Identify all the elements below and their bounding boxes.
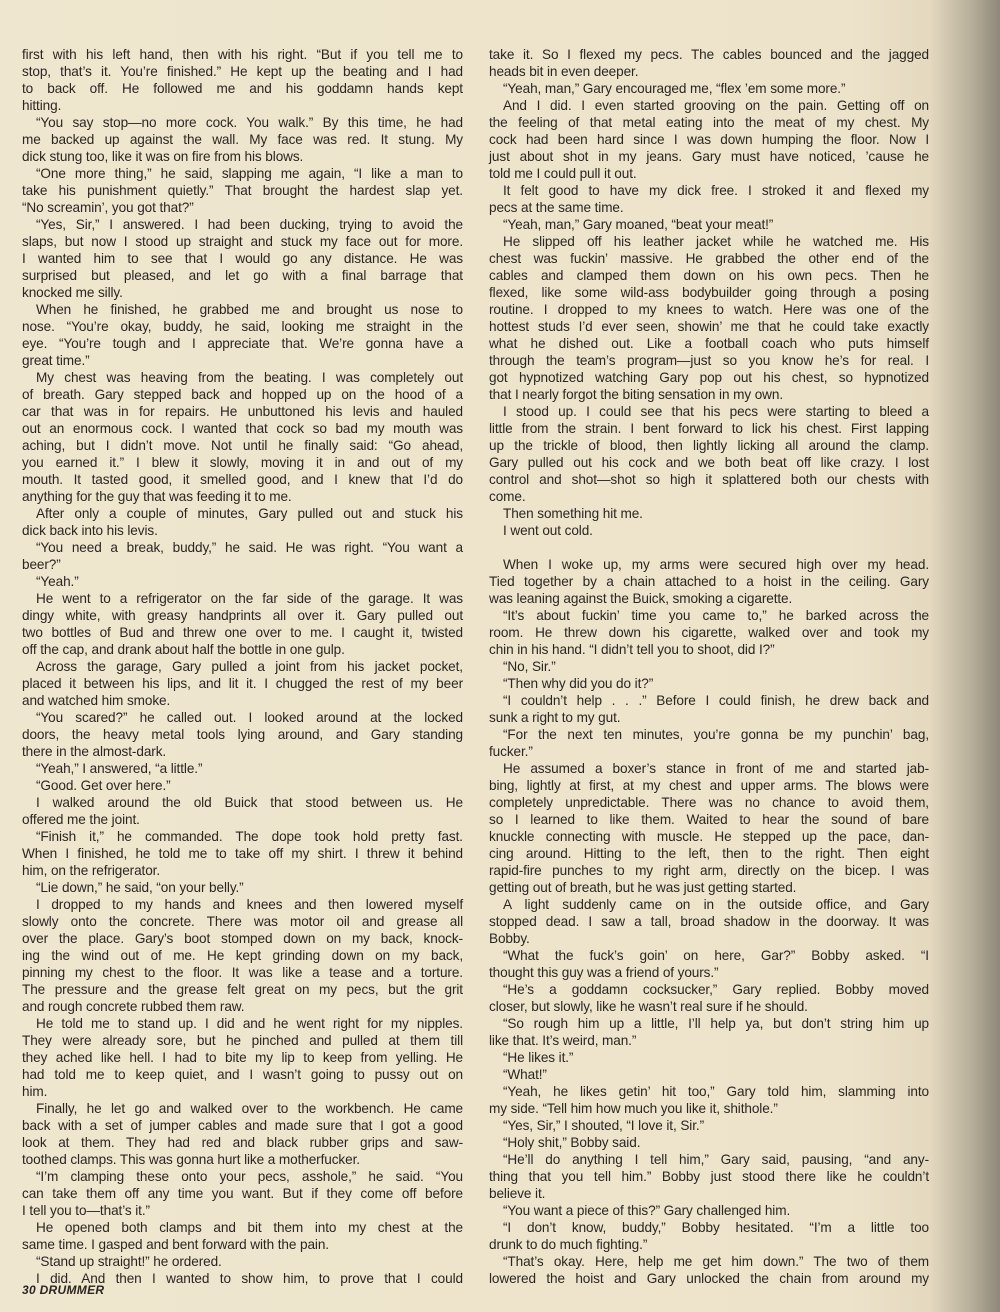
text-line: knuckle connecting with muscle. He stepped up the pace, dan-	[489, 829, 929, 844]
text-line: “Holy shit,” Bobby said.	[503, 1135, 641, 1150]
text-line: pecs at the same time.	[489, 200, 624, 215]
paragraph	[489, 556, 929, 607]
text-line: “One more thing,” he said, slapping me again, “I like a man to	[36, 166, 463, 181]
text-line: “I’m clamping these onto your pecs, asshole,” he said. “You	[36, 1169, 463, 1184]
text-line: It felt good to have my dick free. I stroked it and flexed my	[503, 183, 929, 198]
text-line: “No, Sir.”	[503, 659, 556, 674]
paragraph	[489, 403, 929, 505]
text-line: look at them. They had red and black rubber grips and saw-	[22, 1135, 463, 1150]
text-line: placed it between his lips, and lit it. I chugged the rest of my beer	[22, 676, 463, 691]
text-line: slaps, but now I stood up straight and stuck my face out for more.	[22, 234, 463, 249]
paragraph	[489, 760, 929, 896]
paragraph	[489, 1083, 929, 1117]
paragraph	[489, 1049, 929, 1066]
paragraph	[489, 1015, 929, 1049]
text-line: back with a set of jumper cables and made sure that I got a good	[22, 1118, 463, 1133]
text-line: up the trickle of blood, then lightly licking all around the clamp.	[489, 438, 929, 453]
text-line: slowly onto the concrete. There was motor oil and grease all	[22, 914, 463, 929]
text-line: “Yeah.”	[36, 574, 79, 589]
text-line: getting out of breath, but he was just getting started.	[489, 880, 797, 895]
text-line: so I learned to like them. Waited to hear the sound of bare	[489, 812, 929, 827]
text-line: “You scared?” he called out. I looked around at the locked	[36, 710, 463, 725]
paragraph	[489, 947, 929, 981]
text-line: closer, but slowly, like he wasn’t real sure if he should.	[489, 999, 808, 1014]
paragraph	[22, 879, 463, 896]
paragraph	[489, 1134, 929, 1151]
paragraph	[22, 896, 463, 1015]
paragraph	[22, 1168, 463, 1219]
text-line: they ached like hell. I had to bite my lip to keep from yelling. He	[22, 1050, 463, 1065]
text-line: take it. So I flexed my pecs. The cables bounced and the jagged	[489, 47, 929, 62]
paragraph	[489, 182, 929, 216]
text-line: control and shot—shot so high it splattered both our chests with	[489, 472, 929, 487]
text-line: anything for the guy that was feeding it to me.	[22, 489, 292, 504]
text-line: got hypnotized watching Gary pop out his chest, so hypnotized	[489, 370, 929, 385]
text-line: I wanted him to see that I would go any distance. He was	[22, 251, 463, 266]
text-line: fucker.”	[489, 744, 533, 759]
text-line: “Yeah,” I answered, “a little.”	[36, 761, 203, 776]
paragraph	[489, 522, 929, 539]
text-line: “What!”	[503, 1067, 547, 1082]
text-line: was leaning against the Buick, smoking a cigarette.	[489, 591, 793, 606]
paragraph	[22, 301, 463, 369]
text-line: off the cap, and drank about half the bottle in one gulp.	[22, 642, 345, 657]
text-line: you earned it.” I blew it slowly, moving it in and out of my	[22, 455, 463, 470]
paragraph	[489, 981, 929, 1015]
text-line: stopped dead. I saw a tall, broad shadow in the doorway. It was	[489, 914, 929, 929]
text-line: “I don’t know, buddy,” Bobby hesitated. “I’m a little too	[503, 1220, 929, 1235]
text-line: beer?”	[22, 557, 61, 572]
text-line: believe it.	[489, 1186, 546, 1201]
text-line: I did. And then I wanted to show him, to prove that I could	[36, 1271, 463, 1286]
paragraph	[489, 675, 929, 692]
paragraph	[489, 1219, 929, 1253]
text-line: thing that you tell him.” Bobby just stood there like he couldn’t	[489, 1169, 929, 1184]
magazine-name: DRUMMER	[39, 1283, 105, 1297]
text-line: stop, that’s it. You’re finished.” He kept up the beating and I had	[22, 64, 463, 79]
paragraph	[22, 539, 463, 573]
text-line: “For the next ten minutes, you’re gonna be my punchin’ bag,	[503, 727, 929, 742]
text-line: doors, the heavy metal tools lying around, and Gary standing	[22, 727, 463, 742]
text-line: like that. It’s weird, man.”	[489, 1033, 637, 1048]
paragraph	[489, 1117, 929, 1134]
paragraph	[489, 505, 929, 522]
text-line: “You want a piece of this?” Gary challenged him.	[503, 1203, 791, 1218]
text-line: “I couldn’t help . . .” Before I could finish, he drew back and	[503, 693, 929, 708]
text-line: chin in his hand. “I didn’t tell you to shoot, did I?”	[489, 642, 775, 657]
paragraph	[489, 607, 929, 658]
paragraph	[22, 794, 463, 828]
text-line: He told me to stand up. I did and he went right for my nipples.	[36, 1016, 463, 1031]
paragraph	[22, 1253, 463, 1270]
text-line: the feeling of that metal eating into the meat of my chest. My	[489, 115, 929, 130]
text-line: can take them off any time you want. But if they come off before	[22, 1186, 463, 1201]
text-line: first with his left hand, then with his right. “But if you tell me to	[22, 47, 463, 62]
text-line: out an enormous cock. I wanted that cock so bad my mouth was	[22, 421, 463, 436]
text-line: I went out cold.	[503, 523, 593, 538]
paragraph	[489, 233, 929, 403]
text-line: cables and clamped them down on his own pecs. Then he	[489, 268, 929, 283]
paragraph	[22, 369, 463, 505]
paragraph	[489, 80, 929, 97]
text-line: little from the strain. I bent forward to lick his chest. First lapping	[489, 421, 929, 436]
paragraph	[489, 1253, 929, 1287]
paragraph	[22, 216, 463, 301]
text-line: rapid-fire punches to my right arm, directly on the bicep. I was	[489, 863, 929, 878]
text-line: And I did. I even started grooving on the pain. Getting off on	[503, 98, 929, 113]
text-line: what he dished out. Like a football coach who puts himself	[489, 336, 929, 351]
text-line: Then something hit me.	[503, 506, 643, 521]
text-line: mouth. It tasted good, it smelled good, and I knew that I’d do	[22, 472, 463, 487]
text-line: and watched him smoke.	[22, 693, 171, 708]
text-line: “Yes, Sir,” I answered. I had been ducking, trying to avoid the	[36, 217, 463, 232]
text-line: Across the garage, Gary pulled a joint from his jacket pocket,	[36, 659, 463, 674]
text-line: My chest was heaving from the beating. I was completely out	[36, 370, 463, 385]
text-line: The pressure and the grease felt great on my pecs, but the grit	[22, 982, 463, 997]
text-line: routine. I dropped to my knees to watch. Here was one of the	[489, 302, 929, 317]
text-line: ing the wind out of me. He kept grinding down on my back,	[22, 948, 463, 963]
paragraph	[22, 1219, 463, 1253]
text-line: He slipped off his leather jacket while he watched me. His	[503, 234, 929, 249]
text-line: sunk a right to my gut.	[489, 710, 621, 725]
text-line: When he finished, he grabbed me and brought us nose to	[36, 302, 463, 317]
text-line: completely unpredictable. There was no chance to avoid them,	[489, 795, 929, 810]
text-line: of breath. Gary stepped back and hopped up on the hood of a	[22, 387, 463, 402]
text-line: I dropped to my hands and knees and then lowered myself	[36, 897, 463, 912]
text-line: offered me the joint.	[22, 812, 140, 827]
text-line: “He likes it.”	[503, 1050, 574, 1065]
text-line: there in the almost-dark.	[22, 744, 167, 759]
text-line: him.	[22, 1084, 48, 1099]
text-line: “What the fuck’s goin’ on here, Gar?” Bobby asked. “I	[503, 948, 929, 963]
text-line: flexed, like some wild-ass bodybuilder going through a posing	[489, 285, 929, 300]
text-line: eye. “You’re tough and I appreciate that. We’re gonna have a	[22, 336, 463, 351]
text-line: two bottles of Bud and threw one over to me. I caught it, twisted	[22, 625, 463, 640]
paragraph	[22, 590, 463, 658]
text-line: and rough concrete rubbed them raw.	[22, 999, 245, 1014]
paragraph	[22, 1100, 463, 1168]
paragraph	[22, 658, 463, 709]
text-line: “Finish it,” he commanded. The dope took hold pretty fast.	[36, 829, 463, 844]
paragraph	[22, 573, 463, 590]
text-line: him, on the refrigerator.	[22, 863, 161, 878]
page-footer	[22, 1283, 104, 1297]
text-line: They were already sore, but he pinched and pulled at them till	[22, 1033, 463, 1048]
text-line: drunk to do much fighting.”	[489, 1237, 648, 1252]
text-line: I tell you to—that’s it.”	[22, 1203, 150, 1218]
text-line: room. He threw down his cigarette, walked over and took my	[489, 625, 929, 640]
text-line: chest was fuckin’ massive. He grabbed the other end of the	[489, 251, 929, 266]
text-line: over the place. Gary’s boot stomped down on my back, knock-	[22, 931, 463, 946]
text-line: same time. I gasped and bent forward with the pain.	[22, 1237, 329, 1252]
text-line: “Yes, Sir,” I shouted, “I love it, Sir.”	[503, 1118, 704, 1133]
paragraph	[22, 505, 463, 539]
text-line: “Then why did you do it?”	[503, 676, 654, 691]
paragraph	[22, 46, 463, 114]
text-line: car that was in for repairs. He unbuttoned his levis and hauled	[22, 404, 463, 419]
paragraph	[22, 709, 463, 760]
text-line: dingy white, with greasy handprints all over it. Gary pulled out	[22, 608, 463, 623]
text-line: “Good. Get over here.”	[36, 778, 171, 793]
text-line: surprised but pleased, and let go with a final barrage that	[22, 268, 463, 283]
paragraph	[489, 658, 929, 675]
text-line: When I finished, he told me to take off my shirt. I threw it behind	[22, 846, 463, 861]
paragraph	[489, 46, 929, 80]
text-line: “He’s a goddamn cocksucker,” Gary replied. Bobby moved	[503, 982, 929, 997]
text-line: I walked around the old Buick that stood between us. He	[36, 795, 463, 810]
text-line: A light suddenly came on in the outside office, and Gary	[503, 897, 929, 912]
paragraph	[489, 1202, 929, 1219]
text-line: take his punishment quietly.” That brought the hardest slap yet.	[22, 183, 463, 198]
text-line: “You need a break, buddy,” he said. He was right. “You want a	[36, 540, 463, 555]
text-line: When I woke up, my arms were secured high over my head.	[503, 557, 929, 572]
text-line: aching, but I didn’t move. Not until he finally said: “Go ahead,	[22, 438, 463, 453]
text-line: Finally, he let go and walked over to the workbench. He came	[36, 1101, 463, 1116]
text-line: After only a couple of minutes, Gary pulled out and stuck his	[36, 506, 463, 521]
text-line: had told me to keep quiet, and I wasn’t going to pussy out on	[22, 1067, 463, 1082]
text-line: cock had been hard since I was down humping the floor. Now I	[489, 132, 929, 147]
text-line: Bobby.	[489, 931, 530, 946]
text-line: “It’s about fuckin’ time you came to,” he barked across the	[503, 608, 929, 623]
text-line: knocked me silly.	[22, 285, 123, 300]
paragraph	[22, 760, 463, 777]
text-line: “Yeah, man,” Gary encouraged me, “flex ’em some more.”	[503, 81, 846, 96]
paragraph	[489, 1066, 929, 1083]
text-line: “He’ll do anything I tell him,” Gary said, pausing, “and any-	[503, 1152, 929, 1167]
text-line: I stood up. I could see that his pecs were starting to bleed a	[503, 404, 929, 419]
text-line: toothed clamps. This was gonna hurt like a motherfucker.	[22, 1152, 360, 1167]
text-line: come.	[489, 489, 526, 504]
text-line: hitting.	[22, 98, 62, 113]
text-line: pinning my chest to the floor. It was like a tease and a torture.	[22, 965, 463, 980]
paragraph	[22, 777, 463, 794]
text-line: “Yeah, man,” Gary moaned, “beat your meat!”	[503, 217, 774, 232]
article-column-left	[22, 46, 463, 1287]
text-line: “That’s okay. Here, help me get him down.” The two of them	[503, 1254, 929, 1269]
text-line: through the team’s program—just so you know he’s for real. I	[489, 353, 929, 368]
text-line: “Yeah, he likes getin’ hit too,” Gary told him, slamming into	[503, 1084, 929, 1099]
paragraph	[489, 896, 929, 947]
text-line: just about shot in my jeans. Gary must have noticed, ’cause he	[489, 149, 929, 164]
text-line: heads bit in even deeper.	[489, 64, 639, 79]
text-line: my side. “Tell him how much you like it, shithole.”	[489, 1101, 778, 1116]
text-line: He opened both clamps and bit them into my chest at the	[36, 1220, 463, 1235]
paragraph	[22, 828, 463, 879]
text-line: He assumed a boxer’s stance in front of me and started jab-	[503, 761, 929, 776]
text-line: that I nearly forgot the biting sensation in my own.	[489, 387, 784, 402]
paragraph	[489, 1151, 929, 1202]
text-line: Tied together by a chain attached to a hoist in the ceiling. Gary	[489, 574, 929, 589]
text-line: “You say stop—no more cock. You walk.” By this time, he had	[36, 115, 463, 130]
text-line: bing, lightly at first, at my chest and upper arms. The blows were	[489, 778, 929, 793]
text-line: “So rough him up a little, I’ll help ya, but don’t string him up	[503, 1016, 929, 1031]
paragraph	[489, 692, 929, 726]
text-line: lowered the hoist and Gary unlocked the chain from around my	[489, 1271, 929, 1286]
text-line: told me I could pull it out.	[489, 166, 637, 181]
text-line: “Stand up straight!” he ordered.	[36, 1254, 222, 1269]
text-line: dick back into his levis.	[22, 523, 158, 538]
text-line: great time.”	[22, 353, 90, 368]
text-line: to back off. He followed me and his goddamn hands kept	[22, 81, 463, 96]
text-line: “Lie down,” he said, “on your belly.”	[36, 880, 244, 895]
text-line: “No screamin’, you got that?”	[22, 200, 194, 215]
article-column-right	[489, 46, 929, 1287]
paragraph	[22, 165, 463, 216]
page-number: 30	[22, 1283, 36, 1297]
text-line: cing around. Hitting to the left, then to the right. Then eight	[489, 846, 929, 861]
text-line: hottest studs I’d ever seen, showin’ me that he could take exactly	[489, 319, 929, 334]
paragraph	[22, 1015, 463, 1100]
text-line: He went to a refrigerator on the far side of the garage. It was	[36, 591, 463, 606]
paragraph	[489, 726, 929, 760]
text-line: thought this guy was a friend of yours.”	[489, 965, 719, 980]
paragraph	[489, 97, 929, 182]
text-line: me backed up against the wall. My face was red. It stung. My	[22, 132, 463, 147]
text-line: Gary pulled out his cock and we both beat off like crazy. I lost	[489, 455, 929, 470]
text-line: nose. “You’re okay, buddy, he said, looking me straight in the	[22, 319, 463, 334]
paragraph	[489, 216, 929, 233]
paragraph	[22, 114, 463, 165]
text-line: dick stung too, like it was on fire from his blows.	[22, 149, 304, 164]
